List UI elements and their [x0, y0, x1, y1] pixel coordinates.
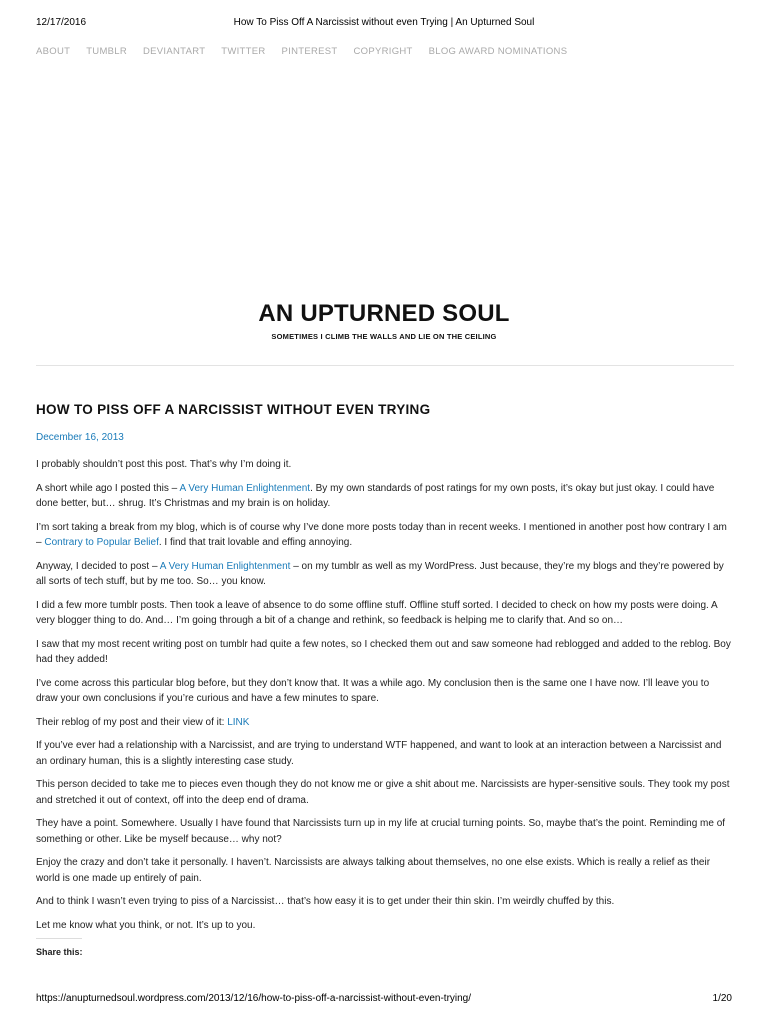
paragraph-9: If you’ve ever had a relationship with a Narcissist, and are trying to understand WTF happened, and want to look at an interaction between a Narcissist and an ordinary human, this is a slightly interesting case study.: [36, 740, 722, 767]
print-url: https://anupturnedsoul.wordpress.com/2013/12/16/how-to-piss-off-a-narcissist-without-even-trying/: [36, 993, 472, 1004]
link-reblog[interactable]: LINK: [227, 716, 250, 728]
paragraph-14: Let me know what you think, or not. It’s up to you.: [36, 919, 256, 931]
paragraph-4: Anyway, I decided to post – A Very Human Enlightenment – on my tumblr as well as my WordPress. Just because, they’re my blogs and they’re powered by all sorts of tech stuff, but by me too. So… you know.: [36, 560, 724, 587]
header-divider: [36, 365, 734, 366]
nav-link-deviantart[interactable]: DEVIANTART: [143, 46, 206, 57]
paragraph-11: They have a point. Somewhere. Usually I have found that Narcissists turn up in my life at crucial turning points. So, maybe that’s the point. Reminding me of something or other. Like be myself because… why not?: [36, 818, 726, 845]
print-page-title: How To Piss Off A Narcissist without even Trying | An Upturned Soul: [233, 17, 535, 28]
paragraph-3: I’m sort taking a break from my blog, which is of course why I’ve done more posts today than in recent weeks. I mentioned in another post how contrary I am – Contrary to Popular Belief. I find that trait lovable and effing annoying.: [36, 521, 727, 548]
nav-link-blog-award-nominations[interactable]: BLOG AWARD NOMINATIONS: [428, 46, 568, 57]
paragraph-8: Their reblog of my post and their view of it: LINK: [36, 716, 250, 728]
nav-link-copyright[interactable]: COPYRIGHT: [353, 46, 413, 57]
print-header: [36, 17, 732, 31]
print-footer: [36, 993, 732, 1007]
link-a-very-human-enlightenment-2[interactable]: A Very Human Enlightenment: [159, 560, 291, 572]
link-contrary-to-popular-belief[interactable]: Contrary to Popular Belief: [44, 537, 159, 548]
paragraph-13: And to think I wasn’t even trying to piss of a Narcissist… that’s how easy it is to get under their thin skin. I’m weirdly chuffed by this.: [36, 896, 615, 907]
site-title[interactable]: AN UPTURNED SOUL: [258, 300, 510, 327]
link-a-very-human-enlightenment[interactable]: A Very Human Enlightenment: [179, 482, 311, 494]
share-label: Share this:: [36, 947, 83, 957]
paragraph-2: A short while ago I posted this – A Very Human Enlightenment. By my own standards of post ratings for my own posts, it’s okay but just okay. I could have done better, but… shrug. It’s Christmas and my brain is on holiday.: [36, 482, 715, 509]
paragraph-1: I probably shouldn’t post this post. That’s why I’m doing it.: [36, 459, 292, 470]
post-content: [36, 457, 732, 941]
nav-link-twitter[interactable]: TWITTER: [221, 46, 266, 57]
post-title[interactable]: HOW TO PISS OFF A NARCISSIST WITHOUT EVEN TRYING: [36, 402, 431, 417]
paragraph-10: This person decided to take me to pieces even though they do not know me or give a shit about me. Narcissists are hyper-sensitive souls. They took my post and stretched it out of context, off into the deep end of drama.: [36, 779, 730, 806]
nav-link-pinterest[interactable]: PINTEREST: [281, 46, 338, 57]
paragraph-5: I did a few more tumblr posts. Then took a leave of absence to do some offline stuff. Offline stuff sorted. I decided to check on how my posts were doing. A very blogger thing to do. And… I’m going through a bit of a change and rethink, so feedback is helping me to clarify that. And so on…: [36, 599, 718, 626]
top-nav: [36, 46, 580, 57]
paragraph-6: I saw that my most recent writing post on tumblr had quite a few notes, so I checked them out and saw someone had reblogged and added to the reblog. Boy had they added!: [36, 638, 731, 665]
share-divider: [36, 938, 82, 939]
paragraph-7: I’ve come across this particular blog before, but they don’t know that. It was a while ago. My conclusion then is the same one I have now. I’ll leave you to draw your own conclusions if you’re curious and have a few minutes to spare.: [36, 677, 710, 704]
print-date: 12/17/2016: [36, 17, 87, 28]
nav-link-tumblr[interactable]: TUMBLR: [86, 46, 128, 57]
site-tagline: SOMETIMES I CLIMB THE WALLS AND LIE ON THE CEILING: [271, 332, 497, 341]
print-page-number: 1/20: [712, 993, 732, 1004]
post-date-link[interactable]: December 16, 2013: [36, 432, 124, 443]
paragraph-12: Enjoy the crazy and don’t take it personally. I haven’t. Narcissists are always talking about themselves, no one else exists. Which is really a relief as their world is one made up entirely of pain.: [36, 857, 711, 884]
nav-link-about[interactable]: ABOUT: [36, 46, 71, 57]
